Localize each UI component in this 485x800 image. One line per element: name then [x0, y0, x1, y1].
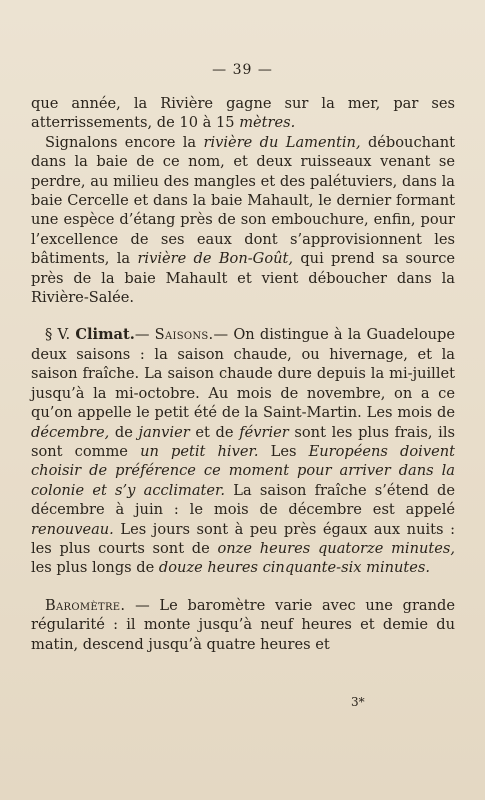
text-run: Les [258, 442, 309, 460]
paragraph-climat [31, 325, 455, 577]
text-run: rivière de Bon-Goût, [137, 250, 294, 268]
text-run: sont les plus frais, ils sont comme [31, 423, 455, 460]
text-run: — Le baromètre varie avec une grande régularité : il monte jusqu’à neuf heures et demie du matin, descend jusqu’à quatre heures et [31, 596, 455, 653]
text-run: janvier [138, 423, 190, 441]
text-run: — [134, 326, 155, 344]
text-run: décembre, [31, 423, 110, 441]
signature-mark: 3* [351, 695, 365, 709]
paragraph-2 [31, 133, 455, 308]
text-run: Saisons. [154, 326, 214, 344]
text-run: un petit hiver. [140, 442, 259, 460]
text-run: Climat. [75, 326, 135, 344]
text-run: Européens doivent choisir de préférence ce moment pour arriver dans la colonie et s’y acclimater. [31, 442, 455, 499]
paragraph-1 [31, 94, 455, 133]
paragraph-barometre [31, 596, 455, 654]
text-run: février [239, 423, 289, 441]
text-run: les plus longs de [31, 559, 159, 577]
text-run: qui prend sa source près de la baie Mahault et vient déboucher dans la Rivière-Salée. [31, 250, 456, 307]
text-run: Les jours sont à peu près égaux aux nuits : les plus courts sont de [31, 520, 455, 557]
text-run: onze heures quatorze minutes, [217, 539, 456, 557]
text-run: que année, la Rivière gagne sur la mer, par ses atterrissements, de 10 à 15 [31, 95, 455, 132]
text-run: Signalons encore la [45, 133, 204, 151]
text-run: débouchant dans la baie de ce nom, et deux ruisseaux venant se perdre, au milieu des mangles et des palétuviers, dans la baie Cercelle et dans la baie Mahault, le dernier formant une espèce d’étang près de son embouchure, enfin, pour l’excellence de ses eaux dont s’approvisionnent les bâtiments, la [31, 133, 455, 268]
text-run: § V. [45, 326, 76, 344]
text-run: — On distingue à la Guadeloupe deux saisons : la saison chaude, ou hivernage, et la saison fraîche. La saison chaude dure depuis la mi-juillet jusqu’à la mi-octobre. Au mois de novembre, on a ce qu’on appelle le petit été de la Saint-Martin. Les mois de [31, 326, 456, 422]
body-text [31, 94, 455, 654]
text-run: La saison fraîche s’étend de décembre à juin : le mois de décembre est appelé [31, 481, 456, 519]
text-run: Baromètre. [45, 596, 126, 614]
text-run: rivière du Lamentin, [203, 133, 361, 151]
text-run: douze heures cinquante-six minutes. [158, 559, 431, 577]
text-run: renouveau. [31, 520, 114, 538]
text-run: mètres. [239, 114, 296, 132]
text-run: de [109, 423, 139, 441]
page-number: — 39 — [212, 62, 273, 78]
text-run: et de [189, 423, 240, 441]
